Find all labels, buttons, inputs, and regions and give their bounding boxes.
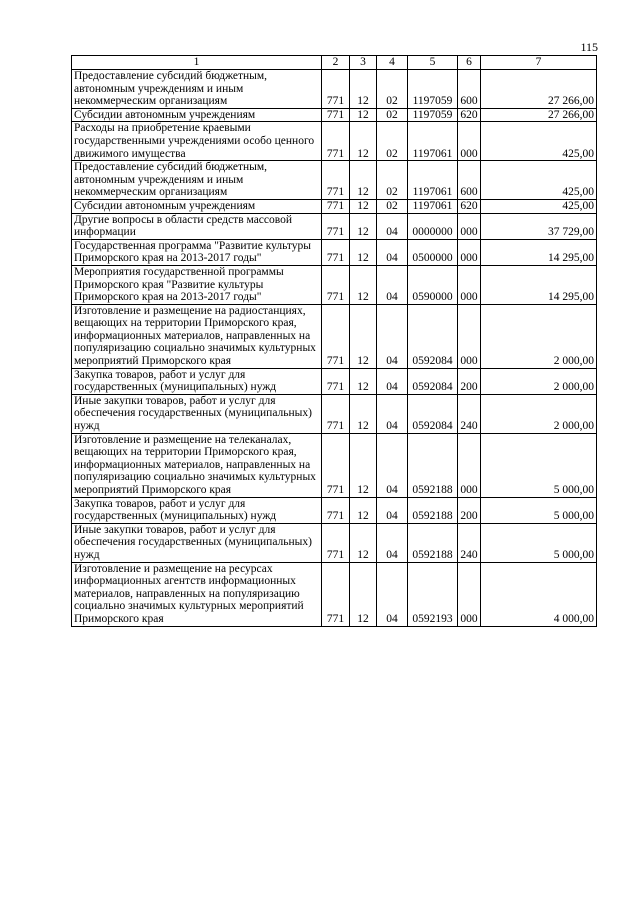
row-expense-type: 000: [458, 122, 481, 161]
row-target-article: 0000000: [408, 213, 458, 239]
row-section-code: 12: [350, 523, 377, 562]
row-amount: 5 000,00: [481, 497, 597, 523]
row-expense-type: 240: [458, 394, 481, 433]
page-number: 115: [580, 40, 598, 54]
row-description: Иные закупки товаров, работ и услуг для обеспечения государственных (муниципальных) нужд: [72, 394, 322, 433]
row-description: Закупка товаров, работ и услуг для государственных (муниципальных) нужд: [72, 497, 322, 523]
row-description: Предоставление субсидий бюджетным, автономным учреждениям и иным некоммерческим организациям: [72, 70, 322, 109]
row-description: Изготовление и размещение на телеканалах, вещающих на территории Приморского края, информационных материалов, направленных на популяризацию социально значимых культурных мероприятий Приморского края: [72, 433, 322, 497]
row-subsection-code: 04: [377, 304, 408, 368]
row-amount: 5 000,00: [481, 523, 597, 562]
row-ministry-code: 771: [322, 368, 350, 394]
table-row: [72, 239, 597, 265]
row-target-article: 1197059: [408, 70, 458, 109]
table-row: [72, 265, 597, 304]
row-section-code: 12: [350, 161, 377, 200]
row-target-article: 1197061: [408, 161, 458, 200]
row-expense-type: 620: [458, 199, 481, 213]
row-amount: 2 000,00: [481, 394, 597, 433]
row-target-article: 0592188: [408, 497, 458, 523]
row-ministry-code: 771: [322, 394, 350, 433]
table-row: [72, 70, 597, 109]
row-section-code: 12: [350, 213, 377, 239]
header-col-3: 3: [350, 56, 377, 70]
row-amount: 2 000,00: [481, 368, 597, 394]
row-target-article: 1197059: [408, 108, 458, 122]
row-subsection-code: 04: [377, 433, 408, 497]
table-row: [72, 161, 597, 200]
row-expense-type: 620: [458, 108, 481, 122]
row-section-code: 12: [350, 122, 377, 161]
header-col-2: 2: [322, 56, 350, 70]
row-ministry-code: 771: [322, 70, 350, 109]
table-row: [72, 199, 597, 213]
row-amount: 5 000,00: [481, 433, 597, 497]
table-row: [72, 562, 597, 626]
row-description: Расходы на приобретение краевыми государственными учреждениями особо ценного движимого имущества: [72, 122, 322, 161]
row-ministry-code: 771: [322, 433, 350, 497]
table-row: [72, 304, 597, 368]
row-subsection-code: 04: [377, 562, 408, 626]
table-row: [72, 394, 597, 433]
row-description: Иные закупки товаров, работ и услуг для обеспечения государственных (муниципальных) нужд: [72, 523, 322, 562]
row-ministry-code: 771: [322, 213, 350, 239]
header-col-4: 4: [377, 56, 408, 70]
row-subsection-code: 04: [377, 213, 408, 239]
row-subsection-code: 02: [377, 108, 408, 122]
row-subsection-code: 04: [377, 368, 408, 394]
row-amount: 4 000,00: [481, 562, 597, 626]
row-section-code: 12: [350, 433, 377, 497]
row-subsection-code: 02: [377, 122, 408, 161]
row-section-code: 12: [350, 368, 377, 394]
row-amount: 14 295,00: [481, 265, 597, 304]
row-target-article: 0592084: [408, 394, 458, 433]
row-target-article: 1197061: [408, 199, 458, 213]
row-expense-type: 000: [458, 265, 481, 304]
row-section-code: 12: [350, 199, 377, 213]
row-expense-type: 000: [458, 213, 481, 239]
row-amount: 425,00: [481, 161, 597, 200]
row-target-article: 0592084: [408, 368, 458, 394]
row-expense-type: 600: [458, 161, 481, 200]
row-ministry-code: 771: [322, 304, 350, 368]
header-col-7: 7: [481, 56, 597, 70]
row-amount: 2 000,00: [481, 304, 597, 368]
row-amount: 27 266,00: [481, 70, 597, 109]
row-ministry-code: 771: [322, 497, 350, 523]
row-description: Государственная программа "Развитие культуры Приморского края на 2013-2017 годы": [72, 239, 322, 265]
row-ministry-code: 771: [322, 199, 350, 213]
row-subsection-code: 04: [377, 239, 408, 265]
budget-table: [71, 55, 597, 627]
row-ministry-code: 771: [322, 265, 350, 304]
row-description: Изготовление и размещение на радиостанциях, вещающих на территории Приморского края, информационных материалов, направленных на популяризацию социально значимых культурных мероприятий Приморского края: [72, 304, 322, 368]
row-ministry-code: 771: [322, 239, 350, 265]
row-target-article: 1197061: [408, 122, 458, 161]
row-expense-type: 600: [458, 70, 481, 109]
row-target-article: 0590000: [408, 265, 458, 304]
row-amount: 425,00: [481, 122, 597, 161]
row-target-article: 0592193: [408, 562, 458, 626]
table-row: [72, 108, 597, 122]
row-expense-type: 000: [458, 562, 481, 626]
row-section-code: 12: [350, 497, 377, 523]
row-section-code: 12: [350, 265, 377, 304]
row-expense-type: 000: [458, 304, 481, 368]
row-description: Мероприятия государственной программы Приморского края "Развитие культуры Приморского края на 2013-2017 годы": [72, 265, 322, 304]
row-target-article: 0592084: [408, 304, 458, 368]
table-row: [72, 213, 597, 239]
row-amount: 425,00: [481, 199, 597, 213]
row-section-code: 12: [350, 70, 377, 109]
row-section-code: 12: [350, 562, 377, 626]
row-target-article: 0592188: [408, 523, 458, 562]
row-section-code: 12: [350, 394, 377, 433]
row-description: Субсидии автономным учреждениям: [72, 108, 322, 122]
row-amount: 37 729,00: [481, 213, 597, 239]
row-ministry-code: 771: [322, 161, 350, 200]
row-description: Закупка товаров, работ и услуг для государственных (муниципальных) нужд: [72, 368, 322, 394]
table-row: [72, 368, 597, 394]
row-amount: 27 266,00: [481, 108, 597, 122]
row-expense-type: 200: [458, 368, 481, 394]
header-col-1: 1: [72, 56, 322, 70]
row-subsection-code: 02: [377, 70, 408, 109]
header-col-6: 6: [458, 56, 481, 70]
header-col-5: 5: [408, 56, 458, 70]
row-description: Субсидии автономным учреждениям: [72, 199, 322, 213]
row-expense-type: 200: [458, 497, 481, 523]
row-ministry-code: 771: [322, 108, 350, 122]
row-description: Другие вопросы в области средств массовой информации: [72, 213, 322, 239]
row-expense-type: 000: [458, 239, 481, 265]
row-ministry-code: 771: [322, 562, 350, 626]
row-subsection-code: 04: [377, 394, 408, 433]
row-subsection-code: 04: [377, 265, 408, 304]
row-section-code: 12: [350, 304, 377, 368]
table-row: [72, 523, 597, 562]
row-section-code: 12: [350, 239, 377, 265]
row-expense-type: 000: [458, 433, 481, 497]
row-expense-type: 240: [458, 523, 481, 562]
row-subsection-code: 04: [377, 497, 408, 523]
row-target-article: 0500000: [408, 239, 458, 265]
row-target-article: 0592188: [408, 433, 458, 497]
row-ministry-code: 771: [322, 523, 350, 562]
table-row: [72, 497, 597, 523]
row-subsection-code: 02: [377, 161, 408, 200]
row-subsection-code: 02: [377, 199, 408, 213]
row-amount: 14 295,00: [481, 239, 597, 265]
row-subsection-code: 04: [377, 523, 408, 562]
row-section-code: 12: [350, 108, 377, 122]
row-ministry-code: 771: [322, 122, 350, 161]
table-row: [72, 122, 597, 161]
row-description: Предоставление субсидий бюджетным, автономным учреждениям и иным некоммерческим организациям: [72, 161, 322, 200]
row-description: Изготовление и размещение на ресурсах информационных агентств информационных материалов, направленных на популяризацию социально значимых культурных мероприятий Приморского края: [72, 562, 322, 626]
table-row: [72, 433, 597, 497]
header-row: [72, 56, 597, 70]
